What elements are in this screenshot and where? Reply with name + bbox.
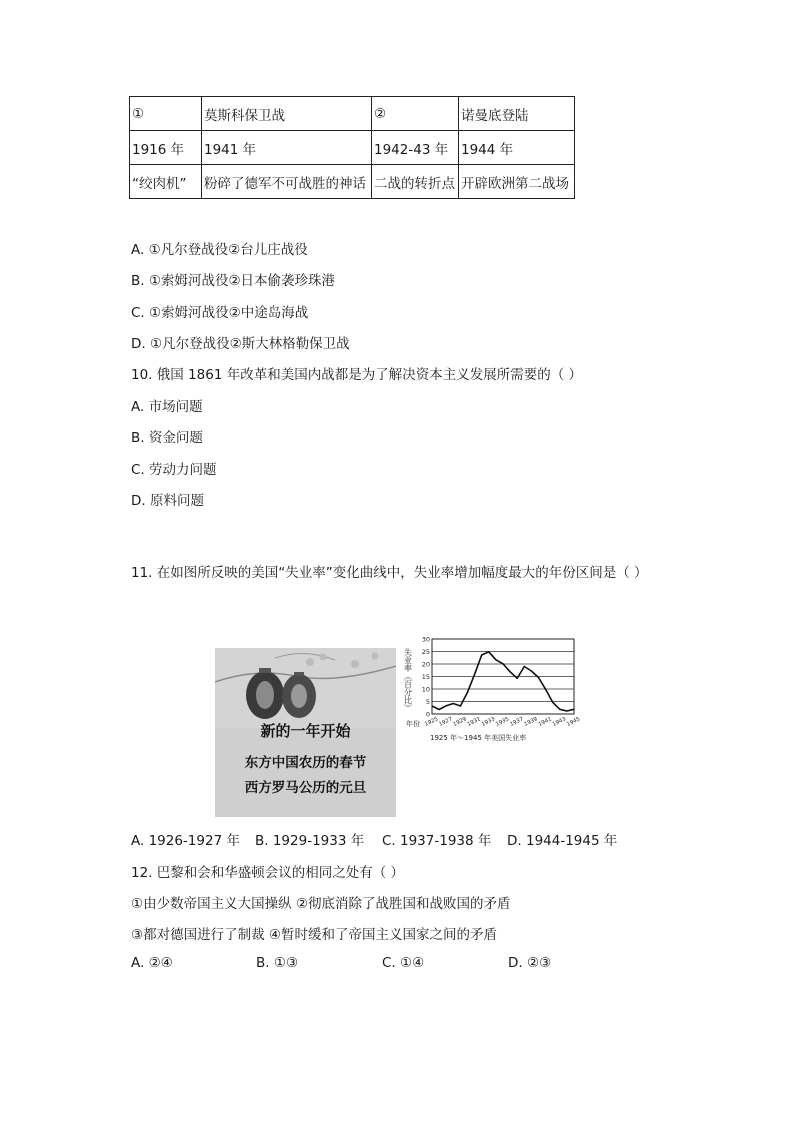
table-cell: “绞肉机”: [130, 165, 202, 199]
chart-data-point: [559, 709, 560, 710]
table-cell: 粉碎了德军不可战胜的神话: [202, 165, 372, 199]
chart-xtick-label: 1935: [494, 716, 511, 728]
q12-statement-2: ③都对德国进行了制裁 ④暂时缓和了帝国主义国家之间的矛盾: [131, 927, 497, 943]
chart-data-point: [531, 670, 532, 671]
q9-option-d: D. ①凡尔登战役②斯大林格勒保卫战: [131, 336, 350, 352]
chart-ytick-label: 0: [425, 710, 430, 719]
q11-stem: 11. 在如图所反映的美国“失业率”变化曲线中，失业率增加幅度最大的年份区间是（ ）: [131, 565, 648, 581]
chart-data-point: [510, 671, 511, 672]
q10-option-c: C. 劳动力问题: [131, 462, 217, 478]
unemployment-chart-svg: [402, 634, 582, 746]
photo-caption-line-3: 西方罗马公历的元旦: [244, 780, 367, 796]
table-row: [130, 165, 575, 199]
q9-option-b: B. ①索姆河战役②日本偷袭珍珠港: [131, 273, 336, 289]
q11-option-c: C. 1937-1938 年: [382, 833, 492, 849]
q12-options: [131, 955, 751, 973]
q12-option-c: C. ①④: [382, 955, 425, 971]
q11-option-b: B. 1929-1933 年: [255, 833, 365, 849]
chart-data-point: [545, 689, 546, 690]
chart-ytick-label: 15: [421, 673, 430, 681]
table-row: [130, 97, 575, 131]
chart-xtick-label: 1937: [509, 716, 525, 728]
new-year-photo: [215, 648, 396, 817]
chart-xtick-label: 1931: [466, 716, 482, 728]
q10-option-d: D. 原料问题: [131, 493, 204, 509]
chart-data-point: [573, 709, 574, 710]
photo-caption-line-2: 东方中国农历的春节: [244, 755, 367, 771]
q10-stem: 10. 俄国 1861 年改革和美国内战都是为了解决资本主义发展所需要的（ ）: [131, 367, 582, 383]
chart-xtick-label: 1933: [480, 716, 496, 728]
table-cell: 二战的转折点: [372, 165, 459, 199]
table-cell: 莫斯科保卫战: [202, 97, 372, 131]
q12-stem: 12. 巴黎和会和华盛顿会议的相同之处有（ ）: [131, 865, 405, 881]
q11-option-d: D. 1944-1945 年: [507, 833, 618, 849]
chart-xtick-label: 1939: [523, 716, 539, 728]
chart-data-point: [481, 654, 482, 655]
table-cell: 诺曼底登陆: [459, 97, 575, 131]
battle-info-table: [129, 96, 575, 199]
unemployment-chart: [402, 634, 582, 746]
chart-data-point: [552, 702, 553, 703]
chart-xtick-label: 1929: [452, 716, 468, 728]
chart-data-point: [446, 705, 447, 706]
chart-ytick-label: 5: [425, 698, 430, 706]
chart-data-point: [566, 710, 567, 711]
q12-option-d: D. ②③: [508, 955, 552, 971]
chart-ytick-label: 30: [421, 635, 430, 644]
q9-option-c: C. ①索姆河战役②中途岛海战: [131, 305, 309, 321]
chart-xtick-label: 1925: [423, 716, 440, 728]
table-cell: ①: [130, 97, 202, 131]
chart-xtick-label: 1941: [537, 716, 553, 728]
table-cell: 1942-43 年: [372, 131, 459, 165]
chart-xtick-label: 1943: [551, 716, 567, 728]
chart-data-point: [488, 651, 489, 652]
table-cell: 1941 年: [202, 131, 372, 165]
chart-data-point: [502, 663, 503, 664]
q9-option-a: A. ①凡尔登战役②台儿庄战役: [131, 242, 308, 258]
chart-data-point: [517, 678, 518, 679]
q11-options: [131, 829, 751, 847]
chart-data-point: [524, 666, 525, 667]
lantern-decoration: [215, 648, 396, 728]
q12-statement-1: ①由少数帝国主义大国操纵 ②彻底消除了战胜国和战败国的矛盾: [131, 896, 511, 912]
chart-data-point: [453, 703, 454, 704]
chart-data-point: [474, 674, 475, 675]
chart-xtick-label: 1945: [565, 716, 582, 728]
chart-data-point: [431, 705, 432, 706]
q12-option-a: A. ②④: [131, 955, 173, 971]
chart-data-point: [538, 677, 539, 678]
table-cell: 开辟欧洲第二战场: [459, 165, 575, 199]
chart-xtick-label: 1927: [438, 716, 454, 728]
chart-ytick-label: 10: [421, 685, 430, 694]
chart-data-point: [439, 709, 440, 710]
table-cell: ②: [372, 97, 459, 131]
chart-data-point: [495, 659, 496, 660]
chart-xlabel-prefix: 年份: [406, 720, 420, 728]
q10-option-a: A. 市场问题: [131, 399, 203, 415]
table-cell: 1916 年: [130, 131, 202, 165]
q11-option-a: A. 1926-1927 年: [131, 833, 240, 849]
table-row: [130, 131, 575, 165]
chart-ytick-label: 25: [421, 648, 430, 656]
chart-data-point: [460, 705, 461, 706]
q12-option-b: B. ①③: [256, 955, 299, 971]
chart-data-point: [467, 692, 468, 693]
table-cell: 1944 年: [459, 131, 575, 165]
photo-caption-line-1: 新的一年开始: [260, 722, 351, 740]
q10-option-b: B. 资金问题: [131, 430, 203, 446]
chart-ytick-label: 20: [421, 660, 430, 669]
chart-ylabel: 失业率（百分比）: [403, 648, 413, 712]
chart-title: 1925 年～1945 年美国失业率: [430, 734, 527, 742]
